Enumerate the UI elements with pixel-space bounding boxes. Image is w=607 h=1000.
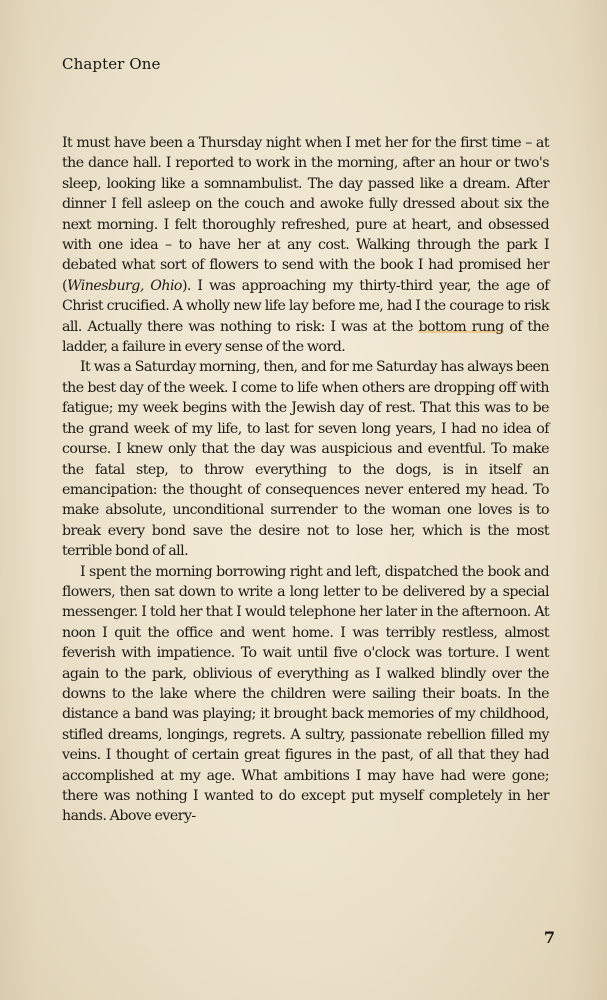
paragraph-1-text-a: It must have been a Thursday night when I met her for the first time – at the dance hall. I reported to work in the morning, after an hour or two's sleep, looking like a somnambulist. The day passed like a dream. After dinner I fell asleep on the couch and awoke fully dressed about six the next morning. I felt thoroughly refreshed, pure at heart, and obsessed with one idea – to have her at any cost. Walking through the park I debated what sort of flowers to send with the book I had promised her (: [62, 135, 549, 294]
paragraph-1: [62, 133, 549, 357]
chapter-title: Chapter One: [62, 55, 161, 73]
paragraph-1-text-b: ). I was approaching my thirty-third year, the age of Christ crucified. A wholly new life lay before me, had I the courage to risk all. Actually there was nothing to risk: I was at the: [62, 277, 549, 335]
page-number: 7: [543, 928, 555, 947]
body-text: [62, 133, 549, 827]
paragraph-2: It was a Saturday morning, then, and for me Saturday has always been the best day of the week. I come to life when others are dropping off with fatigue; my week begins with the Jewish day of rest. That this was to be the grand week of my life, to last for seven long years, I had no idea of course. I knew only that the day was auspicious and eventful. To make the fatal step, to throw everything to the dogs, is in itself an emancipation: the thought of consequences never entered my head. To make absolute, unconditional surrender to the woman one loves is to break every bond save the desire not to lose her, which is the most terrible bond of all.: [62, 359, 549, 560]
paragraph-1-text-c: of the ladder, a failure in every sense of the word.: [62, 318, 550, 356]
book-title-winesburg-ohio: Winesburg, Ohio: [67, 277, 182, 294]
paragraph-3: I spent the morning borrowing right and left, dispatched the book and flowers, then sat down to write a long letter to be delivered by a special messenger. I told her that I would telephone her later in the afternoon. At noon I quit the office and went home. I was terribly restless, almost feverish with impatience. To wait until five o'clock was torture. I went again to the park, oblivious of everything as I walked blindly over the downs to the lake where the children were sailing their boats. In the distance a band was playing; it brought back memories of my childhood, stifled dreams, longings, regrets. A sultry, passionate rebellion filled my veins. I thought of certain great figures in the past, of all that they had accomplished at my age. What ambitions I may have had were gone; there was nothing I wanted to do except put myself completely in her hands. Above every-: [62, 563, 549, 825]
highlighted-phrase: bottom rung: [418, 318, 504, 335]
